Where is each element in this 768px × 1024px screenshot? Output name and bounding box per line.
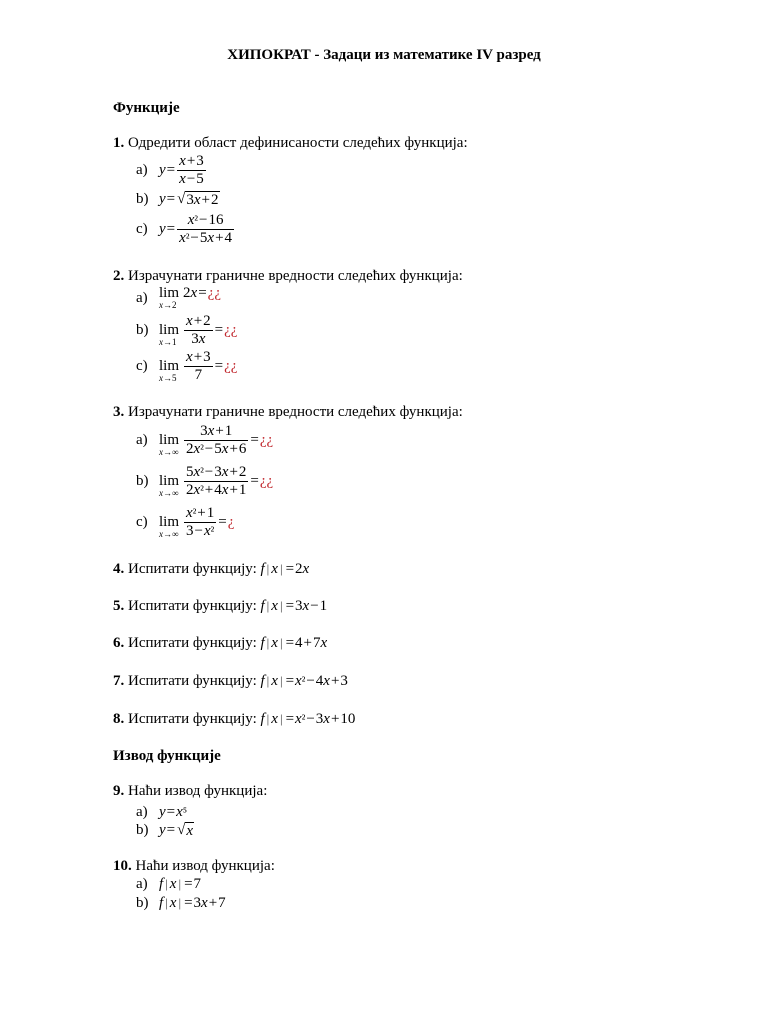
math-exponent: ² <box>301 674 306 688</box>
fraction <box>177 153 206 188</box>
formula-lhs <box>159 162 176 179</box>
placeholder-mark: ¿ <box>230 357 238 374</box>
math-operator: = <box>285 635 295 651</box>
function-formula <box>159 804 187 821</box>
item-label: b) <box>136 322 149 338</box>
math-variable: x <box>186 312 193 329</box>
math-operator: + <box>330 711 340 727</box>
problem-4 <box>113 560 309 578</box>
item-label: a) <box>136 432 148 448</box>
math-exponent: ² <box>194 212 198 227</box>
math-operator: − <box>194 522 203 539</box>
math-operator: + <box>204 481 214 498</box>
math-operator: − <box>306 673 315 689</box>
math-bracket: | <box>279 561 283 576</box>
math-variable: y <box>159 220 166 237</box>
radical-sign: √ <box>177 821 186 838</box>
limit-operator <box>159 472 180 498</box>
square-root <box>177 822 194 839</box>
placeholder-mark: ¿ <box>259 472 267 489</box>
math-variable: x <box>193 191 201 208</box>
function-formula: f | x | =7 <box>159 875 202 892</box>
denominator: 2x²−5x+6 <box>186 440 247 457</box>
math-variable: x <box>271 711 278 727</box>
math-variable: x <box>186 822 194 839</box>
math-operator: + <box>330 673 340 689</box>
math-operator: + <box>303 635 312 651</box>
math-variable: x <box>169 875 177 892</box>
fraction <box>184 349 213 384</box>
problem-9 <box>113 782 267 800</box>
limit-subscript: x→∞ <box>159 488 179 498</box>
numerator: x+3 <box>179 152 204 169</box>
math-variable: x <box>207 229 215 246</box>
math-variable: f <box>260 635 265 651</box>
problem-text: Испитати функцију: <box>128 561 257 577</box>
math-variable: x <box>187 211 195 228</box>
math-bracket: | <box>266 561 270 576</box>
item-label: a) <box>136 162 148 178</box>
limit-operator <box>159 513 180 539</box>
limit-label: lim <box>159 285 180 301</box>
math-operator: + <box>193 312 203 329</box>
math-operator: = <box>166 161 176 178</box>
problem-1 <box>113 134 468 152</box>
math-operator: = <box>214 321 224 338</box>
problem-text: Наћи извод функција: <box>135 858 275 874</box>
numerator: x²−16 <box>177 212 234 230</box>
math-exponent: ² <box>210 523 215 538</box>
math-operator: − <box>198 211 208 228</box>
placeholder-mark: ¿ <box>224 357 231 374</box>
problem-text: Одредити област дефинисаности следећих функција: <box>128 135 468 151</box>
math-variable: x <box>159 373 163 383</box>
math-variable: x <box>186 504 193 521</box>
limit-subscript: x→∞ <box>159 447 179 457</box>
section-heading-functions: Функције <box>113 100 180 116</box>
fraction <box>177 212 234 247</box>
math-exponent: ² <box>200 482 204 497</box>
denominator: 2x²+4x+1 <box>186 481 247 498</box>
math-exponent: ² <box>192 505 197 520</box>
numerator: x+3 <box>186 348 211 365</box>
math-variable: x <box>221 463 229 480</box>
math-variable: x <box>159 447 163 457</box>
math-variable: x <box>302 561 310 577</box>
math-operator: + <box>229 463 238 480</box>
denominator: x²−5x+4 <box>179 229 233 246</box>
math-operator: = <box>166 220 176 237</box>
math-operator: = <box>184 875 193 892</box>
problem-text: Наћи извод функција: <box>128 783 268 799</box>
math-variable: y <box>159 190 166 207</box>
math-bracket: | <box>178 894 182 910</box>
math-operator: − <box>310 598 319 614</box>
denominator: 3x <box>191 330 206 347</box>
math-bracket: | <box>266 635 270 650</box>
math-operator: = <box>166 821 176 838</box>
radical-sign: √ <box>177 190 186 207</box>
item-label: b) <box>136 895 149 911</box>
numerator: x+2 <box>186 312 211 329</box>
function-formula: f | x | =2x <box>260 561 310 577</box>
function-formula: f | x | =x²−4x+3 <box>260 673 348 689</box>
problem-text: Израчунати граничне вредности следећих функција: <box>128 404 463 420</box>
math-variable: x <box>193 440 201 457</box>
problem-2 <box>113 267 463 285</box>
math-variable: y <box>159 821 166 838</box>
math-bracket: | <box>279 635 283 650</box>
math-variable: x <box>179 152 186 169</box>
math-operator: − <box>204 440 214 457</box>
page-title: ХИПОКРАТ - Задаци из математике IV разред <box>227 47 541 63</box>
math-operator: = <box>285 711 295 727</box>
problem-text: Израчунати граничне вредности следећих функција: <box>128 268 463 284</box>
math-bracket: | <box>165 894 168 910</box>
math-operator: = <box>250 431 259 448</box>
item-label: c) <box>136 221 148 237</box>
math-operator: = <box>218 513 227 530</box>
item-label: a) <box>136 290 148 306</box>
math-operator: + <box>229 440 238 457</box>
math-exponent: ⁵ <box>182 804 187 819</box>
numerator: 5x²−3x+2 <box>186 463 247 480</box>
placeholder-mark: ¿ <box>230 321 238 338</box>
math-variable: y <box>159 161 166 178</box>
math-operator: = <box>285 673 295 689</box>
math-operator: = <box>214 357 224 374</box>
placeholder-mark: ¿ <box>266 431 274 448</box>
math-variable: x <box>193 481 201 498</box>
math-variable: x <box>295 673 302 689</box>
problem-number: 2. <box>113 268 125 284</box>
formula-result <box>217 514 234 531</box>
numerator: x²+1 <box>186 504 215 521</box>
math-operator: − <box>204 463 214 480</box>
math-variable: x <box>169 894 177 911</box>
formula-lhs <box>159 822 176 839</box>
limit-subscript: x→2 <box>159 300 177 310</box>
math-variable: x <box>190 284 198 301</box>
fraction <box>184 423 248 458</box>
formula-lhs <box>159 221 176 238</box>
function-formula: f | x | =4+7x <box>260 635 328 651</box>
math-variable: x <box>179 229 186 246</box>
limit-label: lim <box>159 432 180 448</box>
math-variable: x <box>186 348 193 365</box>
problem-number: 7. <box>113 673 125 689</box>
limit-label: lim <box>159 358 180 374</box>
formula-result <box>214 322 238 339</box>
limit-subscript: x→5 <box>159 373 177 383</box>
math-exponent: ² <box>185 230 190 245</box>
problem-text: Испитати функцију: <box>128 711 257 727</box>
item-label: c) <box>136 358 148 374</box>
math-variable: f <box>260 673 265 689</box>
math-operator: + <box>215 229 224 246</box>
problem-10 <box>113 857 275 875</box>
problem-number: 9. <box>113 783 125 799</box>
radicand: 3x+2 <box>186 191 219 208</box>
function-formula: f | x | =x²−3x+10 <box>260 711 356 727</box>
math-variable: f <box>260 598 265 614</box>
math-operator: = <box>285 561 295 577</box>
math-bracket: | <box>266 711 270 726</box>
problem-number: 5. <box>113 598 125 614</box>
problem-number: 10. <box>113 858 132 874</box>
math-bracket: | <box>165 875 168 891</box>
math-bracket: | <box>266 598 270 613</box>
math-variable: x <box>207 422 215 439</box>
math-variable: x <box>203 522 211 539</box>
denominator: 3−x² <box>186 522 215 539</box>
problem-number: 3. <box>113 404 125 420</box>
function-formula: f | x | =3x+7 <box>159 894 226 911</box>
math-variable: x <box>271 635 278 651</box>
math-operator: − <box>306 711 315 727</box>
math-variable: f <box>159 894 164 911</box>
radicand <box>185 822 194 839</box>
problem-number: 6. <box>113 635 125 651</box>
limit-operator <box>159 431 180 457</box>
item-label: b) <box>136 191 149 207</box>
problem-8 <box>113 710 355 728</box>
limit-operator <box>159 357 180 383</box>
math-variable: x <box>271 673 278 689</box>
section-heading-derivative: Извод функције <box>113 748 221 764</box>
math-variable: y <box>159 803 166 820</box>
problem-text: Испитати функцију: <box>128 598 257 614</box>
math-bracket: | <box>266 673 270 688</box>
limit-expression: 2x=¿¿ <box>183 284 221 301</box>
math-exponent: ² <box>301 712 306 726</box>
problem-7 <box>113 672 348 690</box>
item-label: a) <box>136 876 148 892</box>
placeholder-mark: ¿ <box>266 472 274 489</box>
math-variable: x <box>159 529 163 539</box>
math-operator: − <box>186 170 196 187</box>
math-operator: = <box>285 598 295 614</box>
math-variable: f <box>260 711 265 727</box>
fraction <box>184 313 213 348</box>
math-variable: x <box>198 330 206 347</box>
math-variable: x <box>159 337 163 347</box>
math-operator: + <box>193 348 203 365</box>
square-root <box>177 191 219 208</box>
problem-6 <box>113 634 327 652</box>
item-label: b) <box>136 473 149 489</box>
math-bracket: | <box>279 711 283 726</box>
math-variable: x <box>221 440 229 457</box>
math-variable: x <box>193 463 201 480</box>
math-exponent: ² <box>200 464 204 479</box>
numerator: 3x+1 <box>184 423 248 441</box>
placeholder-mark: ¿ <box>207 284 215 301</box>
math-variable: f <box>159 875 164 892</box>
placeholder-mark: ¿ <box>214 284 221 301</box>
formula-result <box>214 358 238 375</box>
denominator: 7 <box>194 366 203 383</box>
function-formula: f | x | =3x−1 <box>260 598 328 614</box>
math-variable: f <box>260 561 265 577</box>
math-operator: + <box>215 422 224 439</box>
math-exponent: ² <box>200 441 204 456</box>
limit-operator <box>159 284 180 310</box>
math-operator: = <box>166 803 176 820</box>
limit-operator <box>159 321 180 347</box>
math-bracket: | <box>279 598 283 613</box>
formula-result <box>249 473 273 490</box>
math-variable: x <box>323 711 330 727</box>
math-operator: = <box>250 472 259 489</box>
math-operator: − <box>190 229 199 246</box>
math-operator: + <box>197 504 206 521</box>
fraction <box>184 505 216 540</box>
problem-number: 1. <box>113 135 125 151</box>
math-variable: x <box>221 481 229 498</box>
limit-label: lim <box>159 473 180 489</box>
limit-label: lim <box>159 514 180 530</box>
problem-3 <box>113 403 463 421</box>
problem-5 <box>113 597 327 615</box>
problem-number: 8. <box>113 711 125 727</box>
item-label: c) <box>136 514 148 530</box>
math-operator: = <box>184 894 193 911</box>
fraction <box>184 464 248 499</box>
problem-text: Испитати функцију: <box>128 673 257 689</box>
math-operator: = <box>166 190 176 207</box>
math-variable: x <box>179 170 186 187</box>
math-operator: + <box>208 894 218 911</box>
placeholder-mark: ¿ <box>224 321 231 338</box>
problem-number: 4. <box>113 561 125 577</box>
math-operator: = <box>198 284 207 301</box>
limit-subscript: x→1 <box>159 337 177 347</box>
math-bracket: | <box>178 875 182 891</box>
math-operator: + <box>229 481 238 498</box>
math-variable: x <box>176 803 183 820</box>
formula-lhs <box>159 191 176 208</box>
problem-text: Испитати функцију: <box>128 635 257 651</box>
math-bracket: | <box>279 673 283 688</box>
denominator: x−5 <box>179 170 204 187</box>
placeholder-mark: ¿ <box>259 431 267 448</box>
math-operator: + <box>201 191 211 208</box>
placeholder-mark: ¿ <box>227 513 235 530</box>
math-variable: x <box>323 673 330 689</box>
math-variable: x <box>159 488 163 498</box>
math-variable: x <box>201 894 208 911</box>
item-label: a) <box>136 804 148 820</box>
math-operator: + <box>186 152 196 169</box>
math-variable: x <box>271 561 278 577</box>
math-variable: x <box>159 300 163 310</box>
item-label: b) <box>136 822 149 838</box>
limit-label: lim <box>159 322 180 338</box>
formula-result <box>249 432 273 449</box>
math-variable: x <box>271 598 278 614</box>
math-variable: x <box>302 598 310 614</box>
math-variable: x <box>320 635 328 651</box>
math-variable: x <box>295 711 302 727</box>
limit-subscript: x→∞ <box>159 529 179 539</box>
